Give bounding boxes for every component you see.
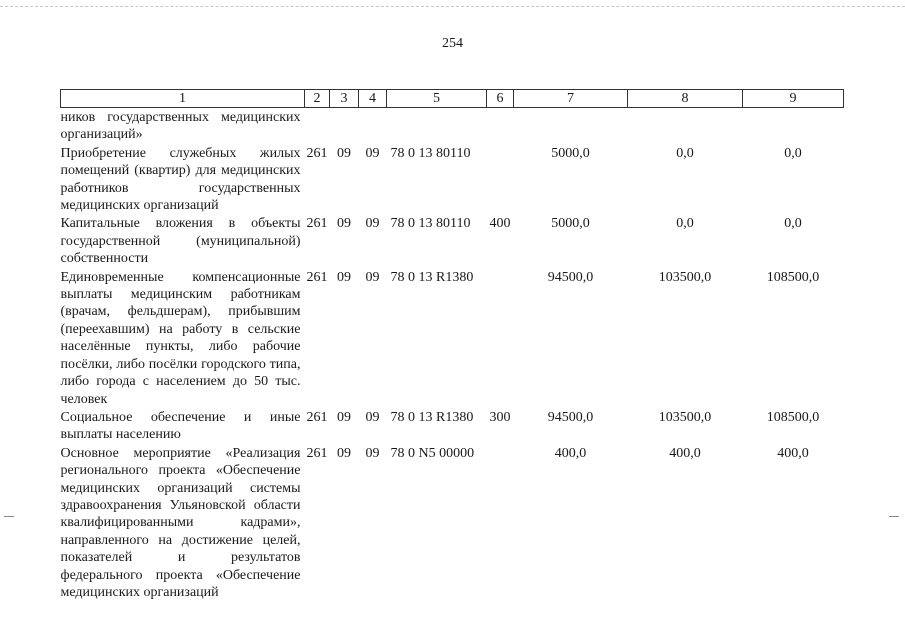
table-row (61, 444, 844, 602)
cell-section (330, 108, 359, 144)
row-name: Основное мероприятие «Реализация регионального проекта «Обеспечение медицинских организаций системы здравоохранения Ульяновской области квалифицированными кадрами», направленного на достижение целей, показателей и результатов федерального проекта «Обеспечение медицинских организаций (60, 445, 301, 600)
cell-amount-year2: 0,0 (676, 145, 694, 161)
col-header-4: 4 (359, 90, 387, 108)
col-header-6: 6 (487, 90, 514, 108)
cell-subsection (359, 108, 387, 144)
table-row (61, 214, 844, 267)
row-name: Единовременные компенсационные выплаты медицинским работникам (врачам, фельдшерам), прибывшим (переехавшим) на работу в сельские населённые пункты, либо рабочие посёлки, либо посёлки городского типа, либо города с населением до 50 тыс. человек (60, 269, 301, 407)
cell-target-code: 78 0 13 80110 (390, 216, 471, 232)
cell-expense-type (487, 268, 514, 408)
row-name: Приобретение служебных жилых помещений (квартир) для медицинских работников государственных медицинских организаций (60, 145, 301, 214)
row-name: ников государственных медицинских организаций» (60, 110, 301, 143)
cell-subsection: 09 (365, 216, 380, 232)
cell-admin-code: 261 (306, 145, 328, 161)
table-header-row (61, 90, 844, 108)
margin-mark-right (889, 516, 899, 517)
scan-artifact-line (0, 6, 905, 7)
cell-expense-type: 400 (489, 216, 511, 232)
cell-expense-type (487, 108, 514, 144)
page-number: 254 (442, 36, 463, 51)
cell-amount-year1: 94500,0 (547, 269, 594, 285)
cell-admin-code: 261 (306, 409, 328, 425)
cell-subsection: 09 (365, 445, 380, 461)
cell-amount-year3: 0,0 (784, 216, 802, 232)
cell-subsection: 09 (365, 145, 380, 161)
col-header-5: 5 (387, 90, 487, 108)
row-name: Социальное обеспечение и иные выплаты населению (60, 409, 301, 443)
cell-target-code: 78 0 N5 00000 (390, 445, 475, 461)
cell-admin-code: 261 (306, 216, 328, 232)
cell-section: 09 (337, 409, 351, 425)
margin-mark-left (4, 516, 14, 517)
cell-section: 09 (337, 269, 351, 285)
cell-expense-type (487, 144, 514, 215)
cell-admin-code: 261 (306, 445, 328, 461)
col-header-1: 1 (61, 90, 305, 108)
cell-target-code: 78 0 13 R1380 (390, 269, 474, 285)
cell-section: 09 (337, 216, 351, 232)
table-row (61, 268, 844, 408)
cell-amount-year1: 5000,0 (551, 216, 590, 232)
cell-subsection: 09 (365, 269, 380, 285)
cell-target-code: 78 0 13 80110 (390, 145, 471, 161)
cell-amount-year1: 400,0 (554, 445, 587, 461)
cell-amount-year1: 94500,0 (547, 409, 594, 425)
cell-amount-year3: 400,0 (777, 445, 809, 461)
cell-amount-year2: 400,0 (669, 445, 701, 461)
row-name: Капитальные вложения в объекты государственной (муниципальной) собственности (60, 216, 301, 267)
cell-amount-year2: 103500,0 (658, 409, 712, 425)
cell-admin-code (305, 108, 330, 144)
cell-expense-type (487, 444, 514, 602)
cell-amount-year1: 5000,0 (551, 145, 590, 161)
table-row (61, 108, 844, 144)
col-header-8: 8 (628, 90, 743, 108)
cell-amount-year2: 103500,0 (658, 269, 712, 285)
cell-amount-year3: 108500,0 (766, 269, 820, 285)
cell-amount-year2: 0,0 (676, 216, 694, 232)
table-row (61, 408, 844, 444)
cell-target-code (387, 108, 487, 144)
cell-section: 09 (337, 145, 351, 161)
col-header-9: 9 (743, 90, 844, 108)
table-row (61, 144, 844, 215)
budget-table (60, 89, 844, 601)
cell-amount-year2 (628, 108, 743, 144)
cell-amount-year3: 108500,0 (766, 409, 820, 425)
cell-expense-type: 300 (489, 409, 511, 425)
cell-amount-year1 (514, 108, 628, 144)
cell-section: 09 (337, 445, 351, 461)
cell-amount-year3 (743, 108, 844, 144)
col-header-2: 2 (305, 90, 330, 108)
col-header-7: 7 (514, 90, 628, 108)
cell-admin-code: 261 (306, 269, 328, 285)
cell-target-code: 78 0 13 R1380 (390, 409, 474, 425)
cell-subsection: 09 (365, 409, 380, 425)
cell-amount-year3: 0,0 (784, 145, 802, 161)
col-header-3: 3 (330, 90, 359, 108)
